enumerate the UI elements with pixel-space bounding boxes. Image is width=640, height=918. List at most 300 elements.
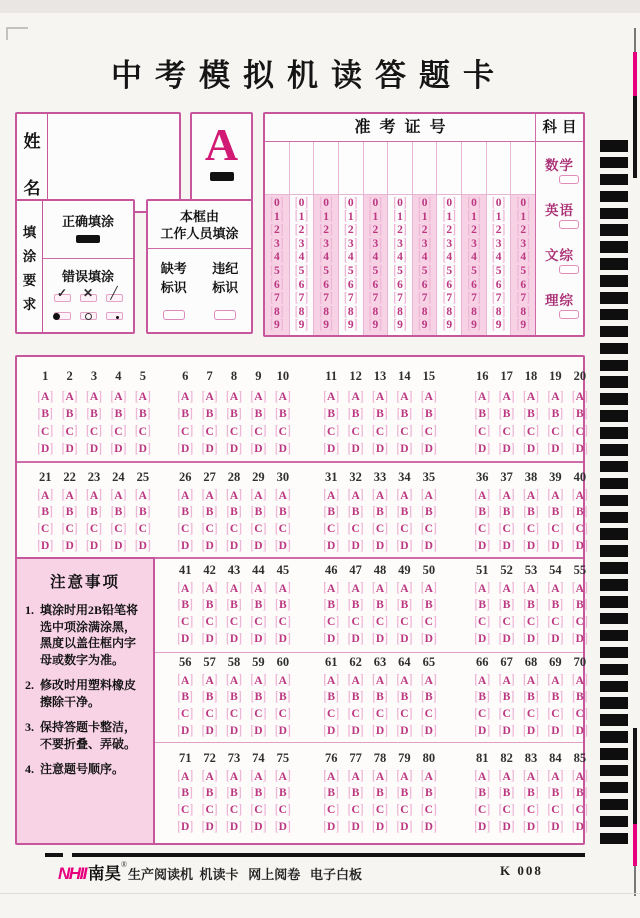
answer-bubble-q61-D[interactable]: [ D ] bbox=[323, 723, 340, 739]
exam-no-bubble-col9-digit4[interactable]: [ 4 ] bbox=[467, 250, 481, 265]
answer-bubble-q76-C[interactable]: [ C ] bbox=[323, 802, 340, 818]
answer-bubble-q64-C[interactable]: [ C ] bbox=[396, 706, 413, 722]
answer-bubble-q80-D[interactable]: [ D ] bbox=[420, 819, 437, 835]
answer-bubble-q17-B[interactable]: [ B ] bbox=[498, 406, 515, 422]
answer-bubble-q81-A[interactable]: [ A ] bbox=[474, 769, 491, 785]
answer-bubble-q58-B[interactable]: [ B ] bbox=[226, 690, 242, 705]
subject-science-bubble[interactable] bbox=[559, 310, 579, 319]
answer-bubble-q9-A[interactable]: [ A ] bbox=[250, 389, 267, 405]
answer-bubble-q18-B[interactable]: [ B ] bbox=[523, 406, 539, 422]
answer-bubble-q4-A[interactable]: [ A ] bbox=[110, 389, 127, 405]
answer-bubble-q62-B[interactable]: [ B ] bbox=[347, 690, 364, 705]
exam-no-bubble-col10-digit8[interactable]: [ 8 ] bbox=[491, 304, 506, 320]
answer-bubble-q28-C[interactable]: [ C ] bbox=[226, 521, 243, 537]
answer-bubble-q40-B[interactable]: [ B ] bbox=[572, 505, 588, 520]
answer-bubble-q75-D[interactable]: [ D ] bbox=[274, 819, 291, 835]
answer-bubble-q75-A[interactable]: [ A ] bbox=[274, 769, 291, 785]
answer-bubble-q80-B[interactable]: [ B ] bbox=[421, 786, 437, 801]
answer-bubble-q46-D[interactable]: [ D ] bbox=[323, 631, 340, 647]
answer-bubble-q59-A[interactable]: [ A ] bbox=[250, 673, 267, 689]
exam-no-bubble-col3-digit7[interactable]: [ 7 ] bbox=[319, 290, 333, 306]
answer-bubble-q67-D[interactable]: [ D ] bbox=[498, 723, 515, 739]
answer-bubble-q63-A[interactable]: [ A ] bbox=[372, 673, 389, 689]
answer-bubble-q52-B[interactable]: [ B ] bbox=[498, 598, 515, 613]
exam-no-bubble-col6-digit8[interactable]: [ 8 ] bbox=[393, 304, 407, 320]
subject-english-bubble[interactable] bbox=[559, 220, 579, 229]
answer-bubble-q20-A[interactable]: [ A ] bbox=[571, 389, 588, 405]
answer-bubble-q66-B[interactable]: [ B ] bbox=[474, 690, 490, 705]
answer-bubble-q11-C[interactable]: [ C ] bbox=[323, 424, 340, 440]
answer-bubble-q41-C[interactable]: [ C ] bbox=[177, 614, 194, 630]
answer-bubble-q64-D[interactable]: [ D ] bbox=[396, 723, 413, 739]
exam-no-bubble-col6-digit4[interactable]: [ 4 ] bbox=[393, 250, 407, 265]
exam-no-bubble-col9-digit6[interactable]: [ 6 ] bbox=[467, 277, 481, 293]
exam-no-bubble-col9-digit8[interactable]: [ 8 ] bbox=[467, 304, 481, 320]
answer-bubble-q47-A[interactable]: [ A ] bbox=[347, 581, 364, 597]
exam-no-bubble-col3-digit3[interactable]: [ 3 ] bbox=[319, 236, 333, 252]
answer-bubble-q33-A[interactable]: [ A ] bbox=[372, 488, 389, 504]
exam-no-bubble-col7-digit1[interactable]: [ 1 ] bbox=[417, 209, 432, 225]
answer-bubble-q77-D[interactable]: [ D ] bbox=[347, 819, 364, 835]
answer-bubble-q28-B[interactable]: [ B ] bbox=[226, 505, 242, 520]
answer-bubble-q51-C[interactable]: [ C ] bbox=[474, 614, 491, 630]
answer-bubble-q81-B[interactable]: [ B ] bbox=[474, 786, 490, 801]
answer-bubble-q6-D[interactable]: [ D ] bbox=[177, 441, 194, 457]
exam-no-bubble-col9-digit5[interactable]: [ 5 ] bbox=[467, 263, 481, 279]
exam-no-bubble-col2-digit0[interactable]: [ 0 ] bbox=[294, 195, 309, 211]
answer-bubble-q42-B[interactable]: [ B ] bbox=[201, 598, 218, 613]
exam-no-bubble-col4-digit7[interactable]: [ 7 ] bbox=[344, 290, 358, 306]
answer-bubble-q39-A[interactable]: [ A ] bbox=[547, 488, 564, 504]
answer-bubble-q67-A[interactable]: [ A ] bbox=[498, 673, 515, 689]
answer-bubble-q20-B[interactable]: [ B ] bbox=[572, 406, 588, 422]
answer-bubble-q43-C[interactable]: [ C ] bbox=[226, 614, 243, 630]
exam-no-bubble-col5-digit1[interactable]: [ 1 ] bbox=[368, 209, 383, 225]
answer-bubble-q1-B[interactable]: [ B ] bbox=[37, 406, 53, 422]
answer-bubble-q53-A[interactable]: [ A ] bbox=[523, 581, 540, 597]
answer-bubble-q31-D[interactable]: [ D ] bbox=[323, 538, 340, 554]
answer-bubble-q63-B[interactable]: [ B ] bbox=[372, 690, 388, 705]
exam-no-bubble-col3-digit4[interactable]: [ 4 ] bbox=[319, 250, 333, 265]
exam-no-bubble-col5-digit6[interactable]: [ 6 ] bbox=[368, 277, 383, 293]
answer-bubble-q27-A[interactable]: [ A ] bbox=[201, 488, 218, 504]
answer-bubble-q38-B[interactable]: [ B ] bbox=[523, 505, 539, 520]
answer-bubble-q69-A[interactable]: [ A ] bbox=[547, 673, 564, 689]
answer-bubble-q84-A[interactable]: [ A ] bbox=[547, 769, 564, 785]
exam-no-bubble-col10-digit1[interactable]: [ 1 ] bbox=[491, 209, 506, 225]
exam-no-bubble-col4-digit0[interactable]: [ 0 ] bbox=[344, 195, 358, 211]
answer-bubble-q78-A[interactable]: [ A ] bbox=[372, 769, 389, 785]
answer-bubble-q68-B[interactable]: [ B ] bbox=[523, 690, 539, 705]
answer-bubble-q35-D[interactable]: [ D ] bbox=[420, 538, 437, 554]
answer-bubble-q73-D[interactable]: [ D ] bbox=[226, 819, 243, 835]
answer-bubble-q63-C[interactable]: [ C ] bbox=[372, 706, 389, 722]
answer-bubble-q31-B[interactable]: [ B ] bbox=[323, 505, 339, 520]
answer-bubble-q13-C[interactable]: [ C ] bbox=[372, 424, 389, 440]
exam-no-bubble-col6-digit1[interactable]: [ 1 ] bbox=[393, 209, 407, 225]
answer-bubble-q61-B[interactable]: [ B ] bbox=[323, 690, 339, 705]
answer-bubble-q46-B[interactable]: [ B ] bbox=[323, 598, 339, 613]
answer-bubble-q73-B[interactable]: [ B ] bbox=[226, 786, 242, 801]
exam-no-bubble-col9-digit9[interactable]: [ 9 ] bbox=[467, 318, 481, 333]
exam-no-bubble-col7-digit7[interactable]: [ 7 ] bbox=[417, 290, 432, 306]
answer-bubble-q32-B[interactable]: [ B ] bbox=[347, 505, 364, 520]
answer-bubble-q57-A[interactable]: [ A ] bbox=[201, 673, 218, 689]
answer-bubble-q1-A[interactable]: [ A ] bbox=[37, 389, 54, 405]
answer-bubble-q83-C[interactable]: [ C ] bbox=[523, 802, 540, 818]
answer-bubble-q45-C[interactable]: [ C ] bbox=[274, 614, 291, 630]
answer-bubble-q65-C[interactable]: [ C ] bbox=[420, 706, 437, 722]
answer-bubble-q11-D[interactable]: [ D ] bbox=[323, 441, 340, 457]
answer-bubble-q47-B[interactable]: [ B ] bbox=[347, 598, 364, 613]
answer-bubble-q30-C[interactable]: [ C ] bbox=[274, 521, 291, 537]
answer-bubble-q70-B[interactable]: [ B ] bbox=[572, 690, 588, 705]
answer-bubble-q29-C[interactable]: [ C ] bbox=[250, 521, 267, 537]
subject-math-bubble[interactable] bbox=[559, 175, 579, 184]
answer-bubble-q23-B[interactable]: [ B ] bbox=[86, 505, 102, 520]
answer-bubble-q5-D[interactable]: [ D ] bbox=[134, 441, 151, 457]
exam-no-write-cell-3[interactable] bbox=[314, 142, 338, 195]
name-input-area[interactable] bbox=[48, 114, 179, 211]
answer-bubble-q24-D[interactable]: [ D ] bbox=[110, 538, 127, 554]
exam-no-bubble-col11-digit7[interactable]: [ 7 ] bbox=[516, 290, 530, 306]
answer-bubble-q64-B[interactable]: [ B ] bbox=[396, 690, 413, 705]
answer-bubble-q56-A[interactable]: [ A ] bbox=[177, 673, 194, 689]
answer-bubble-q20-C[interactable]: [ C ] bbox=[571, 424, 588, 440]
answer-bubble-q36-B[interactable]: [ B ] bbox=[474, 505, 490, 520]
exam-no-bubble-col8-digit2[interactable]: [ 2 ] bbox=[442, 222, 457, 238]
answer-bubble-q9-D[interactable]: [ D ] bbox=[250, 441, 267, 457]
answer-bubble-q26-B[interactable]: [ B ] bbox=[177, 505, 193, 520]
exam-no-bubble-col2-digit1[interactable]: [ 1 ] bbox=[294, 209, 309, 225]
exam-no-bubble-col3-digit5[interactable]: [ 5 ] bbox=[319, 263, 333, 279]
answer-bubble-q52-D[interactable]: [ D ] bbox=[498, 631, 515, 647]
answer-bubble-q5-A[interactable]: [ A ] bbox=[134, 389, 151, 405]
answer-bubble-q83-B[interactable]: [ B ] bbox=[523, 786, 539, 801]
answer-bubble-q59-B[interactable]: [ B ] bbox=[250, 690, 267, 705]
exam-no-bubble-col1-digit8[interactable]: [ 8 ] bbox=[270, 304, 284, 320]
answer-bubble-q70-C[interactable]: [ C ] bbox=[571, 706, 588, 722]
answer-bubble-q79-D[interactable]: [ D ] bbox=[396, 819, 413, 835]
answer-bubble-q85-B[interactable]: [ B ] bbox=[572, 786, 588, 801]
exam-no-bubble-col11-digit4[interactable]: [ 4 ] bbox=[516, 250, 530, 265]
exam-no-bubble-col2-digit7[interactable]: [ 7 ] bbox=[294, 290, 309, 306]
answer-bubble-q39-C[interactable]: [ C ] bbox=[547, 521, 564, 537]
absent-marker-bubble[interactable] bbox=[163, 310, 185, 320]
answer-bubble-q21-A[interactable]: [ A ] bbox=[37, 488, 54, 504]
exam-no-bubble-col11-digit0[interactable]: [ 0 ] bbox=[516, 195, 530, 211]
answer-bubble-q62-A[interactable]: [ A ] bbox=[347, 673, 364, 689]
answer-bubble-q34-D[interactable]: [ D ] bbox=[396, 538, 413, 554]
answer-bubble-q50-B[interactable]: [ B ] bbox=[421, 598, 437, 613]
answer-bubble-q18-A[interactable]: [ A ] bbox=[523, 389, 540, 405]
exam-no-write-cell-6[interactable] bbox=[388, 142, 412, 195]
answer-bubble-q19-B[interactable]: [ B ] bbox=[547, 406, 564, 422]
answer-bubble-q8-C[interactable]: [ C ] bbox=[226, 424, 243, 440]
exam-no-bubble-col11-digit1[interactable]: [ 1 ] bbox=[516, 209, 530, 225]
exam-no-write-cell-7[interactable] bbox=[413, 142, 437, 195]
answer-bubble-q13-A[interactable]: [ A ] bbox=[372, 389, 389, 405]
answer-bubble-q43-D[interactable]: [ D ] bbox=[226, 631, 243, 647]
answer-bubble-q32-A[interactable]: [ A ] bbox=[347, 488, 364, 504]
answer-bubble-q16-C[interactable]: [ C ] bbox=[474, 424, 491, 440]
answer-bubble-q1-D[interactable]: [ D ] bbox=[37, 441, 54, 457]
answer-bubble-q25-A[interactable]: [ A ] bbox=[134, 488, 151, 504]
answer-bubble-q18-C[interactable]: [ C ] bbox=[523, 424, 540, 440]
answer-bubble-q33-C[interactable]: [ C ] bbox=[372, 521, 389, 537]
answer-bubble-q77-B[interactable]: [ B ] bbox=[347, 786, 364, 801]
answer-bubble-q69-B[interactable]: [ B ] bbox=[547, 690, 564, 705]
answer-bubble-q23-D[interactable]: [ D ] bbox=[86, 538, 103, 554]
answer-bubble-q34-B[interactable]: [ B ] bbox=[396, 505, 413, 520]
answer-bubble-q37-C[interactable]: [ C ] bbox=[498, 521, 515, 537]
exam-no-bubble-col6-digit2[interactable]: [ 2 ] bbox=[393, 222, 407, 238]
exam-no-bubble-col10-digit3[interactable]: [ 3 ] bbox=[491, 236, 506, 252]
answer-bubble-q26-C[interactable]: [ C ] bbox=[177, 521, 194, 537]
answer-bubble-q2-C[interactable]: [ C ] bbox=[61, 424, 78, 440]
exam-no-bubble-col7-digit2[interactable]: [ 2 ] bbox=[417, 222, 432, 238]
answer-bubble-q78-C[interactable]: [ C ] bbox=[372, 802, 389, 818]
answer-bubble-q44-D[interactable]: [ D ] bbox=[250, 631, 267, 647]
answer-bubble-q3-C[interactable]: [ C ] bbox=[86, 424, 103, 440]
answer-bubble-q41-B[interactable]: [ B ] bbox=[177, 598, 193, 613]
answer-bubble-q81-C[interactable]: [ C ] bbox=[474, 802, 491, 818]
exam-no-write-cell-4[interactable] bbox=[339, 142, 363, 195]
answer-bubble-q39-B[interactable]: [ B ] bbox=[547, 505, 564, 520]
answer-bubble-q38-A[interactable]: [ A ] bbox=[523, 488, 540, 504]
exam-no-bubble-col5-digit5[interactable]: [ 5 ] bbox=[368, 263, 383, 279]
answer-bubble-q72-C[interactable]: [ C ] bbox=[201, 802, 218, 818]
answer-bubble-q30-B[interactable]: [ B ] bbox=[275, 505, 291, 520]
exam-no-bubble-col3-digit9[interactable]: [ 9 ] bbox=[319, 318, 333, 333]
answer-bubble-q78-B[interactable]: [ B ] bbox=[372, 786, 388, 801]
answer-bubble-q15-D[interactable]: [ D ] bbox=[420, 441, 437, 457]
exam-no-write-cell-1[interactable] bbox=[265, 142, 289, 195]
answer-bubble-q42-C[interactable]: [ C ] bbox=[201, 614, 218, 630]
answer-bubble-q76-A[interactable]: [ A ] bbox=[323, 769, 340, 785]
answer-bubble-q7-D[interactable]: [ D ] bbox=[201, 441, 218, 457]
answer-bubble-q76-D[interactable]: [ D ] bbox=[323, 819, 340, 835]
answer-bubble-q40-D[interactable]: [ D ] bbox=[571, 538, 588, 554]
answer-bubble-q54-D[interactable]: [ D ] bbox=[547, 631, 564, 647]
exam-no-bubble-col1-digit3[interactable]: [ 3 ] bbox=[270, 236, 284, 252]
answer-bubble-q32-C[interactable]: [ C ] bbox=[347, 521, 364, 537]
exam-no-bubble-col1-digit5[interactable]: [ 5 ] bbox=[270, 263, 284, 279]
answer-bubble-q70-A[interactable]: [ A ] bbox=[571, 673, 588, 689]
answer-bubble-q48-D[interactable]: [ D ] bbox=[372, 631, 389, 647]
answer-bubble-q58-D[interactable]: [ D ] bbox=[226, 723, 243, 739]
answer-bubble-q25-D[interactable]: [ D ] bbox=[134, 538, 151, 554]
answer-bubble-q71-C[interactable]: [ C ] bbox=[177, 802, 194, 818]
answer-bubble-q16-D[interactable]: [ D ] bbox=[474, 441, 491, 457]
exam-no-bubble-col1-digit6[interactable]: [ 6 ] bbox=[270, 277, 284, 293]
answer-bubble-q54-A[interactable]: [ A ] bbox=[547, 581, 564, 597]
answer-bubble-q62-D[interactable]: [ D ] bbox=[347, 723, 364, 739]
answer-bubble-q53-C[interactable]: [ C ] bbox=[523, 614, 540, 630]
answer-bubble-q34-A[interactable]: [ A ] bbox=[396, 488, 413, 504]
answer-bubble-q19-A[interactable]: [ A ] bbox=[547, 389, 564, 405]
answer-bubble-q61-C[interactable]: [ C ] bbox=[323, 706, 340, 722]
answer-bubble-q15-C[interactable]: [ C ] bbox=[420, 424, 437, 440]
exam-no-write-cell-8[interactable] bbox=[437, 142, 461, 195]
answer-bubble-q50-C[interactable]: [ C ] bbox=[420, 614, 437, 630]
answer-bubble-q21-D[interactable]: [ D ] bbox=[37, 538, 54, 554]
exam-no-write-cell-10[interactable] bbox=[487, 142, 511, 195]
answer-bubble-q53-B[interactable]: [ B ] bbox=[523, 598, 539, 613]
exam-no-bubble-col11-digit2[interactable]: [ 2 ] bbox=[516, 222, 530, 238]
answer-bubble-q56-D[interactable]: [ D ] bbox=[177, 723, 194, 739]
answer-bubble-q60-D[interactable]: [ D ] bbox=[274, 723, 291, 739]
exam-no-bubble-col10-digit2[interactable]: [ 2 ] bbox=[491, 222, 506, 238]
answer-bubble-q84-B[interactable]: [ B ] bbox=[547, 786, 564, 801]
answer-bubble-q85-A[interactable]: [ A ] bbox=[571, 769, 588, 785]
answer-bubble-q52-C[interactable]: [ C ] bbox=[498, 614, 515, 630]
answer-bubble-q8-D[interactable]: [ D ] bbox=[226, 441, 243, 457]
answer-bubble-q82-A[interactable]: [ A ] bbox=[498, 769, 515, 785]
answer-bubble-q74-C[interactable]: [ C ] bbox=[250, 802, 267, 818]
exam-no-bubble-col9-digit0[interactable]: [ 0 ] bbox=[467, 195, 481, 211]
answer-bubble-q25-C[interactable]: [ C ] bbox=[134, 521, 151, 537]
answer-bubble-q12-A[interactable]: [ A ] bbox=[347, 389, 364, 405]
answer-bubble-q85-C[interactable]: [ C ] bbox=[571, 802, 588, 818]
answer-bubble-q47-D[interactable]: [ D ] bbox=[347, 631, 364, 647]
exam-no-bubble-col10-digit5[interactable]: [ 5 ] bbox=[491, 263, 506, 279]
answer-bubble-q9-C[interactable]: [ C ] bbox=[250, 424, 267, 440]
answer-bubble-q51-D[interactable]: [ D ] bbox=[474, 631, 491, 647]
answer-bubble-q44-A[interactable]: [ A ] bbox=[250, 581, 267, 597]
answer-bubble-q38-D[interactable]: [ D ] bbox=[523, 538, 540, 554]
exam-no-bubble-col4-digit2[interactable]: [ 2 ] bbox=[344, 222, 358, 238]
answer-bubble-q67-C[interactable]: [ C ] bbox=[498, 706, 515, 722]
answer-bubble-q57-B[interactable]: [ B ] bbox=[201, 690, 218, 705]
answer-bubble-q77-C[interactable]: [ C ] bbox=[347, 802, 364, 818]
answer-bubble-q37-A[interactable]: [ A ] bbox=[498, 488, 515, 504]
answer-bubble-q47-C[interactable]: [ C ] bbox=[347, 614, 364, 630]
subject-liberal-arts-bubble[interactable] bbox=[559, 265, 579, 274]
exam-no-bubble-col3-digit6[interactable]: [ 6 ] bbox=[319, 277, 333, 293]
exam-no-bubble-col5-digit4[interactable]: [ 4 ] bbox=[368, 250, 383, 265]
exam-no-bubble-col5-digit2[interactable]: [ 2 ] bbox=[368, 222, 383, 238]
exam-no-bubble-col8-digit9[interactable]: [ 9 ] bbox=[442, 318, 457, 333]
answer-bubble-q64-A[interactable]: [ A ] bbox=[396, 673, 413, 689]
answer-bubble-q83-D[interactable]: [ D ] bbox=[523, 819, 540, 835]
answer-bubble-q9-B[interactable]: [ B ] bbox=[250, 406, 267, 422]
answer-bubble-q44-B[interactable]: [ B ] bbox=[250, 598, 267, 613]
answer-bubble-q16-A[interactable]: [ A ] bbox=[474, 389, 491, 405]
answer-bubble-q41-A[interactable]: [ A ] bbox=[177, 581, 194, 597]
exam-no-bubble-col8-digit5[interactable]: [ 5 ] bbox=[442, 263, 457, 279]
answer-bubble-q49-D[interactable]: [ D ] bbox=[396, 631, 413, 647]
exam-no-bubble-col5-digit0[interactable]: [ 0 ] bbox=[368, 195, 383, 211]
answer-bubble-q40-C[interactable]: [ C ] bbox=[571, 521, 588, 537]
answer-bubble-q69-D[interactable]: [ D ] bbox=[547, 723, 564, 739]
answer-bubble-q75-C[interactable]: [ C ] bbox=[274, 802, 291, 818]
violation-marker-bubble[interactable] bbox=[214, 310, 236, 320]
exam-no-bubble-col2-digit3[interactable]: [ 3 ] bbox=[294, 236, 309, 252]
answer-bubble-q10-C[interactable]: [ C ] bbox=[274, 424, 291, 440]
exam-no-bubble-col6-digit6[interactable]: [ 6 ] bbox=[393, 277, 407, 293]
exam-no-bubble-col2-digit5[interactable]: [ 5 ] bbox=[294, 263, 309, 279]
answer-bubble-q35-C[interactable]: [ C ] bbox=[420, 521, 437, 537]
answer-bubble-q59-D[interactable]: [ D ] bbox=[250, 723, 267, 739]
answer-bubble-q55-D[interactable]: [ D ] bbox=[571, 631, 588, 647]
answer-bubble-q6-A[interactable]: [ A ] bbox=[177, 389, 194, 405]
answer-bubble-q12-B[interactable]: [ B ] bbox=[347, 406, 364, 422]
answer-bubble-q3-A[interactable]: [ A ] bbox=[86, 389, 103, 405]
answer-bubble-q60-B[interactable]: [ B ] bbox=[275, 690, 291, 705]
answer-bubble-q28-D[interactable]: [ D ] bbox=[226, 538, 243, 554]
answer-bubble-q15-A[interactable]: [ A ] bbox=[420, 389, 437, 405]
answer-bubble-q72-D[interactable]: [ D ] bbox=[201, 819, 218, 835]
answer-bubble-q26-D[interactable]: [ D ] bbox=[177, 538, 194, 554]
answer-bubble-q12-C[interactable]: [ C ] bbox=[347, 424, 364, 440]
answer-bubble-q54-B[interactable]: [ B ] bbox=[547, 598, 564, 613]
answer-bubble-q48-C[interactable]: [ C ] bbox=[372, 614, 389, 630]
answer-bubble-q69-C[interactable]: [ C ] bbox=[547, 706, 564, 722]
exam-no-bubble-col2-digit2[interactable]: [ 2 ] bbox=[294, 222, 309, 238]
answer-bubble-q51-A[interactable]: [ A ] bbox=[474, 581, 491, 597]
answer-bubble-q17-A[interactable]: [ A ] bbox=[498, 389, 515, 405]
exam-no-bubble-col11-digit9[interactable]: [ 9 ] bbox=[516, 318, 530, 333]
exam-no-bubble-col8-digit8[interactable]: [ 8 ] bbox=[442, 304, 457, 320]
answer-bubble-q29-B[interactable]: [ B ] bbox=[250, 505, 267, 520]
answer-bubble-q43-B[interactable]: [ B ] bbox=[226, 598, 242, 613]
answer-bubble-q29-D[interactable]: [ D ] bbox=[250, 538, 267, 554]
exam-no-bubble-col11-digit3[interactable]: [ 3 ] bbox=[516, 236, 530, 252]
exam-no-write-cell-5[interactable] bbox=[364, 142, 388, 195]
answer-bubble-q45-A[interactable]: [ A ] bbox=[274, 581, 291, 597]
answer-bubble-q81-D[interactable]: [ D ] bbox=[474, 819, 491, 835]
exam-no-write-cell-11[interactable] bbox=[511, 142, 535, 195]
answer-bubble-q6-C[interactable]: [ C ] bbox=[177, 424, 194, 440]
answer-bubble-q13-D[interactable]: [ D ] bbox=[372, 441, 389, 457]
exam-no-bubble-col8-digit0[interactable]: [ 0 ] bbox=[442, 195, 457, 211]
answer-bubble-q4-C[interactable]: [ C ] bbox=[110, 424, 127, 440]
exam-no-bubble-col11-digit5[interactable]: [ 5 ] bbox=[516, 263, 530, 279]
answer-bubble-q65-B[interactable]: [ B ] bbox=[421, 690, 437, 705]
exam-no-bubble-col4-digit3[interactable]: [ 3 ] bbox=[344, 236, 358, 252]
exam-no-bubble-col8-digit1[interactable]: [ 1 ] bbox=[442, 209, 457, 225]
answer-bubble-q30-A[interactable]: [ A ] bbox=[274, 488, 291, 504]
answer-bubble-q26-A[interactable]: [ A ] bbox=[177, 488, 194, 504]
answer-bubble-q84-C[interactable]: [ C ] bbox=[547, 802, 564, 818]
answer-bubble-q33-B[interactable]: [ B ] bbox=[372, 505, 388, 520]
answer-bubble-q61-A[interactable]: [ A ] bbox=[323, 673, 340, 689]
exam-no-bubble-col6-digit5[interactable]: [ 5 ] bbox=[393, 263, 407, 279]
exam-no-bubble-col4-digit1[interactable]: [ 1 ] bbox=[344, 209, 358, 225]
answer-bubble-q34-C[interactable]: [ C ] bbox=[396, 521, 413, 537]
answer-bubble-q68-A[interactable]: [ A ] bbox=[523, 673, 540, 689]
answer-bubble-q19-D[interactable]: [ D ] bbox=[547, 441, 564, 457]
answer-bubble-q71-B[interactable]: [ B ] bbox=[177, 786, 193, 801]
answer-bubble-q24-A[interactable]: [ A ] bbox=[110, 488, 127, 504]
answer-bubble-q35-A[interactable]: [ A ] bbox=[420, 488, 437, 504]
exam-no-bubble-col10-digit0[interactable]: [ 0 ] bbox=[491, 195, 506, 211]
exam-no-bubble-col2-digit8[interactable]: [ 8 ] bbox=[294, 304, 309, 320]
answer-bubble-q29-A[interactable]: [ A ] bbox=[250, 488, 267, 504]
exam-no-bubble-col4-digit8[interactable]: [ 8 ] bbox=[344, 304, 358, 320]
answer-bubble-q24-C[interactable]: [ C ] bbox=[110, 521, 127, 537]
answer-bubble-q63-D[interactable]: [ D ] bbox=[372, 723, 389, 739]
answer-bubble-q14-A[interactable]: [ A ] bbox=[396, 389, 413, 405]
answer-bubble-q59-C[interactable]: [ C ] bbox=[250, 706, 267, 722]
exam-no-bubble-col8-digit7[interactable]: [ 7 ] bbox=[442, 290, 457, 306]
answer-bubble-q21-C[interactable]: [ C ] bbox=[37, 521, 54, 537]
exam-no-bubble-col6-digit3[interactable]: [ 3 ] bbox=[393, 236, 407, 252]
answer-bubble-q48-A[interactable]: [ A ] bbox=[372, 581, 389, 597]
exam-no-bubble-col10-digit9[interactable]: [ 9 ] bbox=[491, 318, 506, 333]
exam-no-bubble-col10-digit4[interactable]: [ 4 ] bbox=[491, 250, 506, 265]
